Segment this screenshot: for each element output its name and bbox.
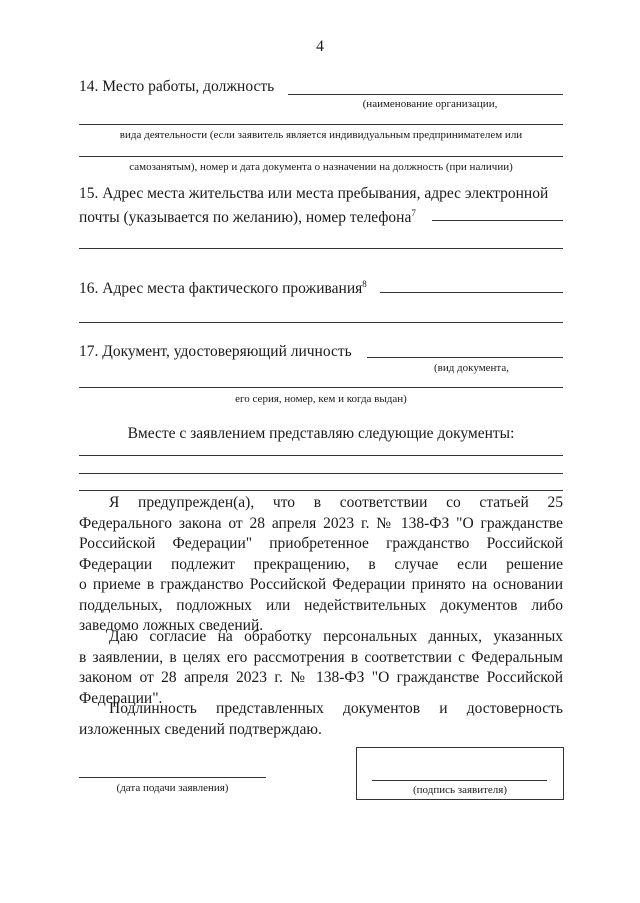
consent-line: законом от 28 апреля 2023 г. № 138-ФЗ "О гражданстве Российской <box>79 669 563 686</box>
page-number: 4 <box>316 38 324 55</box>
field-14-label: 14. Место работы, должность <box>79 78 275 95</box>
authenticity-paragraph <box>79 699 563 740</box>
warning-line: Я предупрежден(а), что в соответствии со статьей 25 <box>109 494 563 511</box>
signature-caption: (подпись заявителя) <box>412 784 508 796</box>
warning-line: Федерации подлежит прекращению, в случае если решение <box>79 555 563 573</box>
consent-line: Даю согласие на обработку персональных данных, указанных <box>109 628 563 645</box>
documents-input-line-2[interactable] <box>79 473 563 474</box>
field-14-input-line[interactable] <box>288 94 563 95</box>
footnote-8-marker: 8 <box>362 279 367 289</box>
date-input-line[interactable] <box>79 777 266 778</box>
field-17-input-line-2[interactable] <box>79 387 563 388</box>
date-caption: (дата подачи заявления) <box>116 782 229 794</box>
field-14-hint-appointment: самозанятым), номер и дата документа о назначении на должность (при наличии) <box>129 161 513 173</box>
consent-paragraph <box>79 627 563 709</box>
warning-line: Федерального закона от 28 апреля 2023 г. № 138-ФЗ "О гражданстве <box>79 514 563 532</box>
documents-input-line-1[interactable] <box>79 455 563 456</box>
field-17-hint-doc-type: (вид документа, <box>433 362 510 374</box>
field-15-input-line[interactable] <box>432 220 563 221</box>
warning-line: заведомо ложных сведений. <box>79 617 264 634</box>
field-16-input-line[interactable] <box>380 292 563 293</box>
field-14-input-line-2[interactable] <box>79 124 563 125</box>
field-14-hint-organization: (наименование организации, <box>362 98 498 110</box>
field-15-input-line-2[interactable] <box>79 248 563 249</box>
field-14-hint-activity: вида деятельности (если заявитель является индивидуальным предпринимателем или <box>119 129 523 141</box>
field-15-label-line1: 15. Адрес места жительства или места пребывания, адрес электронной <box>79 185 549 202</box>
consent-line: в заявлении, в целях его рассмотрения в соответствии с Федеральным <box>79 648 563 666</box>
authenticity-line: Подлинность представленных документов и достоверность <box>109 700 563 717</box>
field-17-label: 17. Документ, удостоверяющий личность <box>79 343 352 360</box>
signature-input-line[interactable] <box>372 780 547 781</box>
field-17-input-line[interactable] <box>367 357 563 358</box>
warning-paragraph <box>79 493 563 637</box>
field-17-hint-doc-details: его серия, номер, кем и когда выдан) <box>235 393 407 405</box>
field-16-input-line-2[interactable] <box>79 322 563 323</box>
footnote-7-marker: 7 <box>411 208 416 218</box>
field-14-input-line-3[interactable] <box>79 156 563 157</box>
consent-line: Федерации". <box>79 689 163 707</box>
field-15-label-line2 <box>79 203 416 228</box>
warning-line: Российской Федерации" приобретенное гражданство Российской <box>79 535 563 552</box>
field-16-label <box>79 274 367 299</box>
warning-line: поддельных, подложных или недействительных документов либо <box>79 596 563 614</box>
documents-heading: Вместе с заявлением представляю следующие документы: <box>127 425 515 442</box>
field-16-label-text: 16. Адрес места фактического проживания <box>79 280 363 298</box>
field-15-label-text: почты (указывается по желанию), номер телефона <box>79 209 412 227</box>
warning-line: о приеме в гражданство Российской Федерации принято на основании <box>79 576 563 593</box>
authenticity-line: изложенных сведений подтверждаю. <box>79 720 322 738</box>
documents-input-line-3[interactable] <box>79 490 563 491</box>
